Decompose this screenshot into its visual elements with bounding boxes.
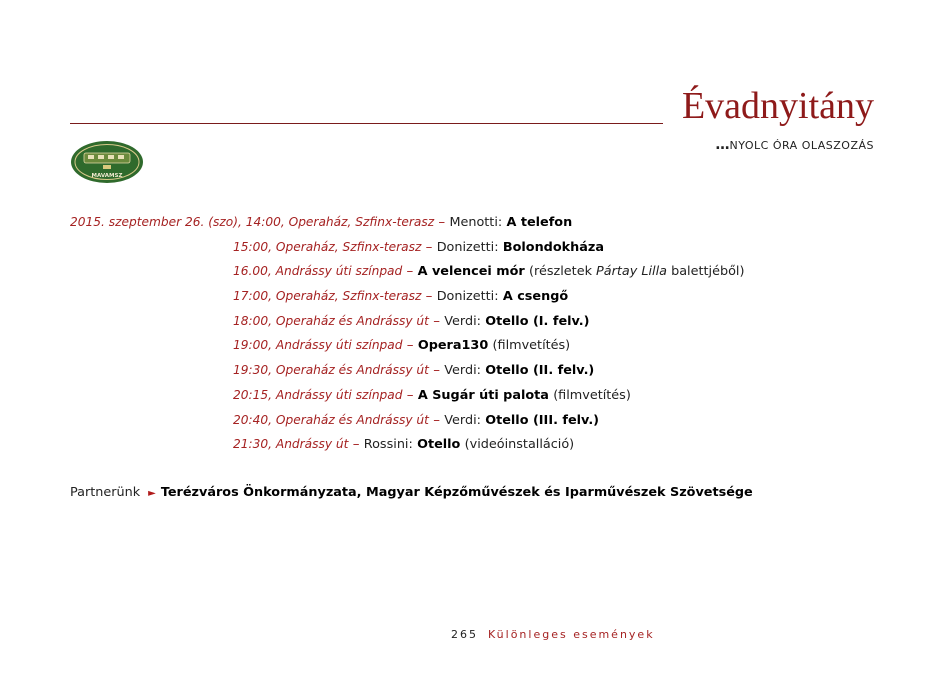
- partner-text: Terézváros Önkormányzata, Magyar Képzőművészek és Iparművészek Szövetsége: [160, 485, 753, 500]
- event-time: 20:15, Andrássy úti színpad: [233, 387, 403, 402]
- arrow-right-icon: ►: [148, 488, 156, 499]
- event-time: 19:30, Operaház és Andrássy út: [233, 363, 429, 378]
- schedule-row: [70, 210, 870, 235]
- event-time: 18:00, Operaház és Andrássy út: [233, 313, 429, 328]
- work-title: A velencei mór: [417, 264, 525, 280]
- work-title: Opera130: [417, 338, 489, 354]
- separator: –: [402, 263, 418, 280]
- schedule-row: [70, 259, 870, 284]
- logo-window: [98, 155, 104, 159]
- event-schedule: [70, 210, 870, 457]
- page-title: Évadnyitány: [681, 85, 874, 127]
- separator: –: [402, 386, 418, 403]
- subtitle-ellipsis: …: [715, 137, 730, 153]
- composer: Rossini:: [363, 437, 413, 453]
- page-subtitle: [716, 137, 874, 153]
- separator: –: [421, 238, 437, 255]
- schedule-row: [70, 333, 870, 358]
- event-time: 15:00, Operaház, Szfinx-terasz: [233, 239, 422, 254]
- logo-window: [118, 155, 124, 159]
- logo-plate: [103, 165, 111, 169]
- event-note: (filmvetítés): [553, 387, 631, 403]
- work-title: Otello: [417, 437, 461, 453]
- schedule-row: [70, 383, 870, 408]
- composer: Verdi:: [444, 363, 481, 379]
- separator: –: [434, 214, 450, 230]
- work-title: Otello (III. felv.): [485, 412, 600, 428]
- page-footer: [451, 628, 655, 641]
- event-note: (videóinstalláció): [464, 437, 575, 453]
- work-title: Otello (I. felv.): [485, 313, 590, 329]
- separator: –: [428, 312, 445, 329]
- event-time: 17:00, Operaház, Szfinx-terasz: [233, 289, 422, 304]
- event-time: 16.00, Andrássy úti színpad: [233, 264, 403, 279]
- schedule-row: [70, 235, 870, 260]
- separator: –: [421, 288, 437, 305]
- schedule-row: [70, 408, 870, 433]
- logo-window: [88, 155, 94, 159]
- composer: Donizetti:: [436, 239, 499, 255]
- event-time: 19:00, Andrássy úti színpad: [233, 338, 403, 353]
- schedule-row: [70, 309, 870, 334]
- schedule-row: [70, 358, 870, 383]
- logo-window: [108, 155, 114, 159]
- logo-text: MAVAMSZ: [91, 173, 123, 179]
- separator: –: [428, 362, 445, 379]
- event-time: 20:40, Operaház és Andrássy út: [233, 412, 429, 427]
- partner-line: [70, 485, 753, 500]
- page-number: 265: [451, 628, 478, 641]
- work-title: Otello (II. felv.): [485, 363, 595, 379]
- composer: Verdi:: [444, 313, 481, 329]
- separator: –: [428, 411, 445, 428]
- event-time: 2015. szeptember 26. (szo), 14:00, Operaház, Szfinx-terasz: [70, 215, 435, 229]
- composer: Verdi:: [444, 412, 481, 428]
- event-note: (filmvetítés): [492, 338, 571, 354]
- work-title: A telefon: [506, 215, 573, 230]
- header-rule: [70, 123, 663, 124]
- separator: –: [402, 337, 418, 354]
- work-title: A csengő: [502, 289, 569, 305]
- schedule-row: [70, 432, 870, 457]
- partner-label: Partnerünk: [70, 485, 141, 500]
- event-note: (részletek: [529, 264, 597, 280]
- event-note-italic: Pártay Lilla: [596, 264, 668, 280]
- subtitle-text: NYOLC ÓRA OLASZOZÁS: [729, 139, 874, 152]
- mavamsz-logo: [70, 140, 144, 184]
- section-name: Különleges események: [488, 628, 655, 641]
- work-title: A Sugár úti palota: [417, 387, 549, 403]
- event-note-end: balettjéből): [667, 264, 745, 280]
- separator: –: [348, 436, 364, 453]
- composer: Menotti:: [449, 215, 503, 230]
- work-title: Bolondokháza: [502, 239, 604, 255]
- composer: Donizetti:: [436, 289, 499, 305]
- event-time: 21:30, Andrássy út: [233, 437, 349, 452]
- schedule-row: [70, 284, 870, 309]
